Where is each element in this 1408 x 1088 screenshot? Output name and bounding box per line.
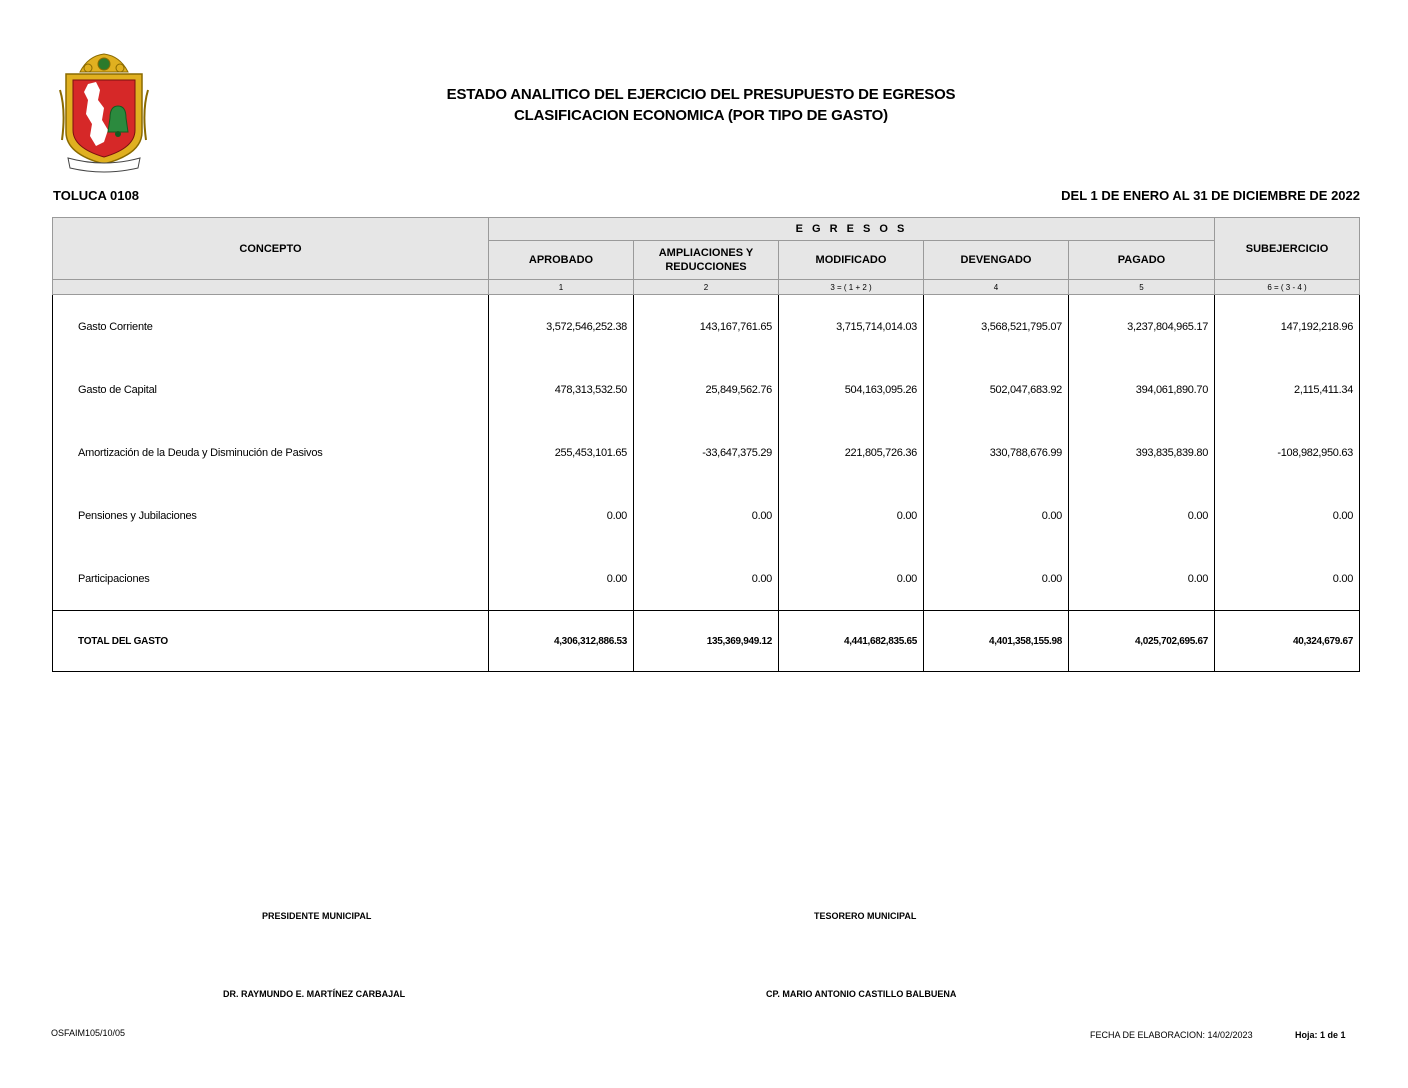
- cell-value: 330,788,676.99: [924, 421, 1069, 484]
- row-concept: Gasto de Capital: [53, 358, 489, 421]
- cell-value: 221,805,726.36: [779, 421, 924, 484]
- cell-value: 0.00: [1069, 547, 1215, 611]
- egresos-group-header: E G R E S O S: [489, 218, 1215, 241]
- column-header-aprobado: APROBADO: [489, 241, 634, 280]
- total-label: TOTAL DEL GASTO: [53, 611, 489, 672]
- row-concept: Participaciones: [53, 547, 489, 611]
- cell-value: 0.00: [634, 547, 779, 611]
- column-formula-ampliaciones: 2: [634, 280, 779, 295]
- column-header-pagado: PAGADO: [1069, 241, 1215, 280]
- cell-value: 502,047,683.92: [924, 358, 1069, 421]
- cell-value: 0.00: [489, 547, 634, 611]
- cell-value: 478,313,532.50: [489, 358, 634, 421]
- total-value: 40,324,679.67: [1215, 611, 1360, 672]
- cell-value: 0.00: [634, 484, 779, 547]
- column-formula-subejercicio: 6 = ( 3 - 4 ): [1215, 280, 1360, 295]
- treasurer-title: TESORERO MUNICIPAL: [814, 911, 917, 921]
- subejercicio-header: SUBEJERCICIO: [1215, 218, 1360, 280]
- column-header-devengado: DEVENGADO: [924, 241, 1069, 280]
- cell-value: 3,568,521,795.07: [924, 295, 1069, 359]
- cell-value: 255,453,101.65: [489, 421, 634, 484]
- cell-value: 143,167,761.65: [634, 295, 779, 359]
- period-label: DEL 1 DE ENERO AL 31 DE DICIEMBRE DE 2022: [1061, 188, 1360, 203]
- total-value: 4,441,682,835.65: [779, 611, 924, 672]
- column-formula-devengado: 4: [924, 280, 1069, 295]
- cell-value: 0.00: [924, 484, 1069, 547]
- column-formula-aprobado: 1: [489, 280, 634, 295]
- cell-value: 394,061,890.70: [1069, 358, 1215, 421]
- cell-value: -108,982,950.63: [1215, 421, 1360, 484]
- row-concept: Amortización de la Deuda y Disminución de Pasivos: [53, 421, 489, 484]
- table-row: [53, 421, 1360, 484]
- table-row: [53, 547, 1360, 611]
- table-row: [53, 484, 1360, 547]
- cell-value: 3,572,546,252.38: [489, 295, 634, 359]
- cell-value: 0.00: [779, 484, 924, 547]
- report-subtitle: CLASIFICACION ECONOMICA (POR TIPO DE GASTO): [514, 107, 888, 124]
- concept-header: CONCEPTO: [53, 218, 489, 280]
- cell-value: 147,192,218.96: [1215, 295, 1360, 359]
- total-value: 4,401,358,155.98: [924, 611, 1069, 672]
- cell-value: 0.00: [924, 547, 1069, 611]
- cell-value: 3,237,804,965.17: [1069, 295, 1215, 359]
- cell-value: 0.00: [1069, 484, 1215, 547]
- form-code: OSFAIM105/10/05: [51, 1028, 126, 1038]
- treasurer-name: CP. MARIO ANTONIO CASTILLO BALBUENA: [766, 989, 957, 999]
- concept-formula-cell: [53, 280, 489, 295]
- table-row: [53, 295, 1360, 359]
- report-title: ESTADO ANALITICO DEL EJERCICIO DEL PRESUPUESTO DE EGRESOS: [446, 86, 956, 103]
- cell-value: 393,835,839.80: [1069, 421, 1215, 484]
- total-value: 4,306,312,886.53: [489, 611, 634, 672]
- president-title: PRESIDENTE MUNICIPAL: [262, 911, 372, 921]
- cell-value: 3,715,714,014.03: [779, 295, 924, 359]
- cell-value: 0.00: [1215, 484, 1360, 547]
- budget-table: [52, 217, 1360, 672]
- page-number: Hoja: 1 de 1: [1295, 1030, 1346, 1040]
- column-header-ampliaciones: AMPLIACIONES Y REDUCCIONES: [634, 241, 779, 280]
- total-value: 4,025,702,695.67: [1069, 611, 1215, 672]
- row-concept: Pensiones y Jubilaciones: [53, 484, 489, 547]
- entity-label: TOLUCA 0108: [53, 188, 139, 203]
- cell-value: 0.00: [779, 547, 924, 611]
- president-name: DR. RAYMUNDO E. MARTÍNEZ CARBAJAL: [223, 989, 406, 999]
- total-value: 135,369,949.12: [634, 611, 779, 672]
- cell-value: 0.00: [489, 484, 634, 547]
- table-row: [53, 358, 1360, 421]
- cell-value: -33,647,375.29: [634, 421, 779, 484]
- row-concept: Gasto Corriente: [53, 295, 489, 359]
- column-formula-pagado: 5: [1069, 280, 1215, 295]
- cell-value: 25,849,562.76: [634, 358, 779, 421]
- column-formula-modificado: 3 = ( 1 + 2 ): [779, 280, 924, 295]
- cell-value: 504,163,095.26: [779, 358, 924, 421]
- column-header-modificado: MODIFICADO: [779, 241, 924, 280]
- cell-value: 0.00: [1215, 547, 1360, 611]
- cell-value: 2,115,411.34: [1215, 358, 1360, 421]
- elaboration-date: FECHA DE ELABORACION: 14/02/2023: [1090, 1030, 1253, 1040]
- total-row: [53, 611, 1360, 672]
